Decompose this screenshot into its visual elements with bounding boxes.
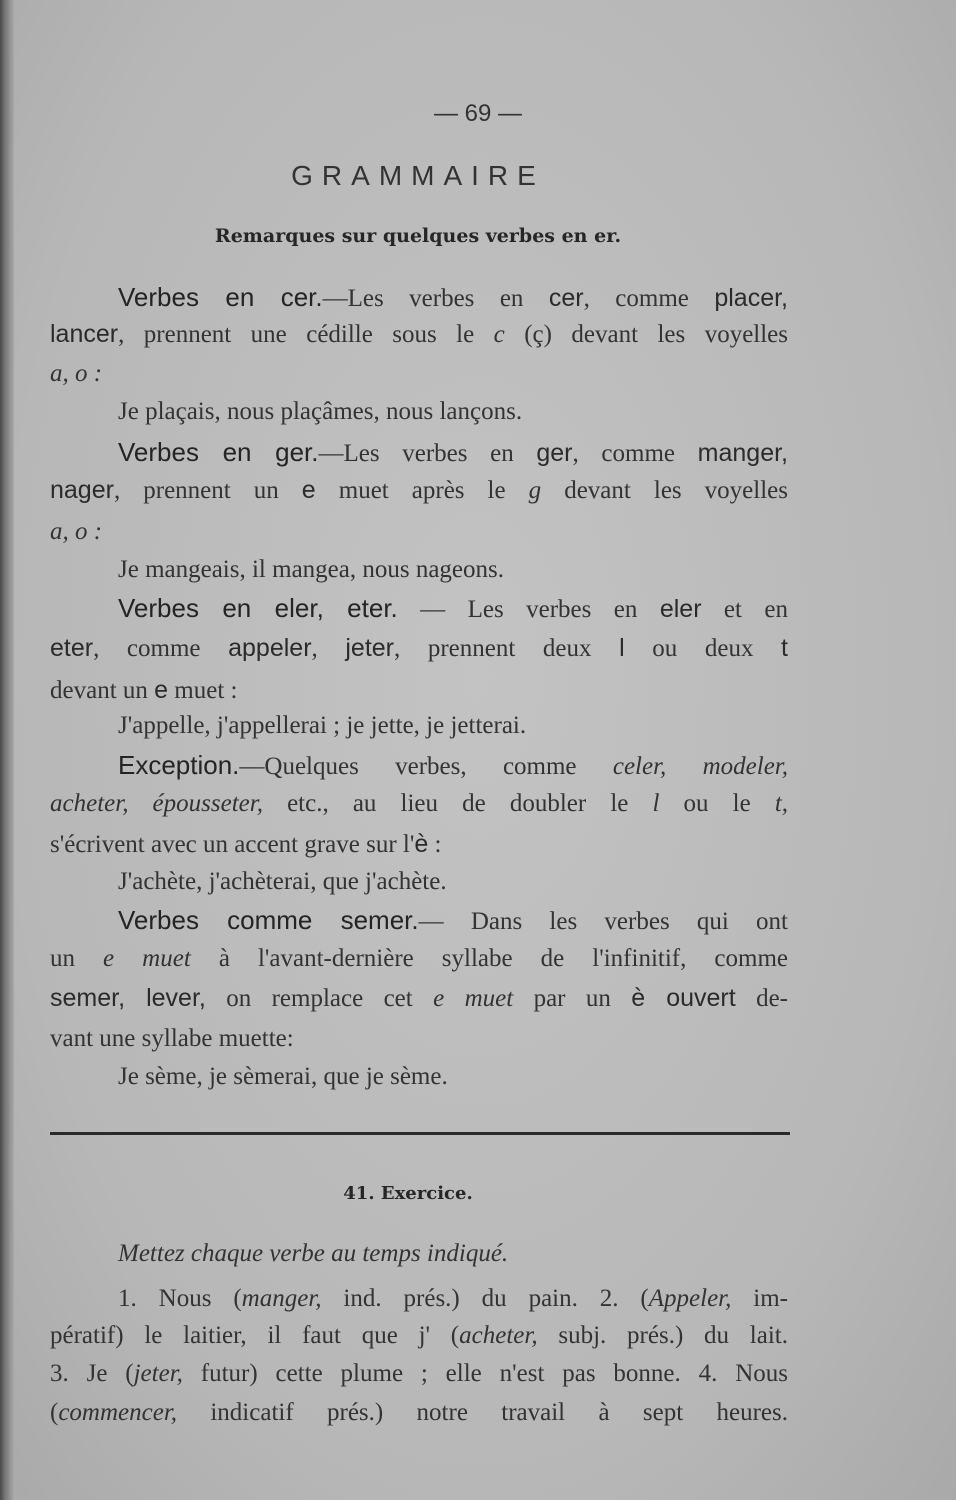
horizontal-rule bbox=[50, 1132, 790, 1135]
exercise-line-4: (commencer, indicatif prés.) notre travail à sept heures. bbox=[50, 1399, 788, 1426]
exception-heading: Exception. bbox=[118, 750, 240, 780]
exercise-line-3: 3. Je (jeter, futur) cette plume ; elle n'est pas bonne. 4. Nous bbox=[50, 1360, 788, 1387]
ger-line-3: a, o : bbox=[50, 518, 103, 545]
cer-line-1: Verbes en cer.—Les verbes en cer, comme placer, bbox=[118, 282, 788, 312]
ger-line-2: nager, prennent un e muet après le g devant les voyelles bbox=[50, 476, 789, 504]
cer-line-3: a, o : bbox=[50, 360, 103, 387]
chapter-title: GRAMMAIRE bbox=[291, 160, 545, 191]
semer-line-1: Verbes comme semer.— Dans les verbes qui ont bbox=[118, 905, 789, 935]
semer-line-4: vant une syllabe muette: bbox=[50, 1025, 294, 1052]
semer-line-3: semer, lever, on remplace cet e muet par un è ouvert de- bbox=[50, 984, 788, 1012]
ger-line-1: Verbes en ger.—Les verbes en ger, comme manger, bbox=[118, 437, 788, 467]
section-subtitle: Remarques sur quelques verbes en er. bbox=[214, 225, 622, 247]
exercise-instruction: Mettez chaque verbe au temps indiqué. bbox=[118, 1240, 509, 1267]
exception-line-1: Exception.—Quelques verbes, comme celer, modeler, bbox=[118, 750, 788, 780]
eler-example: J'appelle, j'appellerai ; je jette, je jetterai. bbox=[118, 712, 527, 739]
exception-example: J'achète, j'achèterai, que j'achète. bbox=[118, 868, 447, 895]
semer-line-2: un e muet à l'avant-dernière syllabe de l'infinitif, comme bbox=[50, 945, 788, 972]
eler-line-3: devant un e muet : bbox=[50, 676, 238, 704]
cer-line-2: lancer, prennent une cédille sous le c (ç) devant les voyelles bbox=[50, 320, 789, 348]
semer-example: Je sème, je sèmerai, que je sème. bbox=[118, 1063, 448, 1090]
page-number: — 69 — bbox=[433, 100, 523, 127]
exercise-line-2: pératif) le laitier, il faut que j' (acheter, subj. prés.) du lait. bbox=[50, 1322, 788, 1349]
eler-line-1: Verbes en eler, eter. — Les verbes en eler et en bbox=[118, 593, 788, 623]
ger-example: Je mangeais, il mangea, nous nageons. bbox=[118, 556, 505, 583]
exercise-line-1: 1. Nous (manger, ind. prés.) du pain. 2. (Appeler, im- bbox=[118, 1285, 788, 1312]
exercise-title: 41. Exercice. bbox=[343, 1183, 473, 1204]
cer-heading: Verbes en cer. bbox=[118, 282, 323, 312]
eler-line-2: eter, comme appeler, jeter, prennent deux l ou deux t bbox=[50, 634, 788, 662]
ger-heading: Verbes en ger. bbox=[118, 437, 319, 467]
semer-heading: Verbes comme semer. bbox=[118, 905, 419, 935]
eler-heading: Verbes en eler, eter. bbox=[118, 593, 398, 623]
cer-example: Je plaçais, nous plaçâmes, nous lançons. bbox=[118, 398, 523, 425]
exception-line-2: acheter, épousseter, etc., au lieu de doubler le l ou le t, bbox=[50, 790, 789, 817]
exception-line-3: s'écrivent avec un accent grave sur l'è : bbox=[50, 830, 442, 858]
